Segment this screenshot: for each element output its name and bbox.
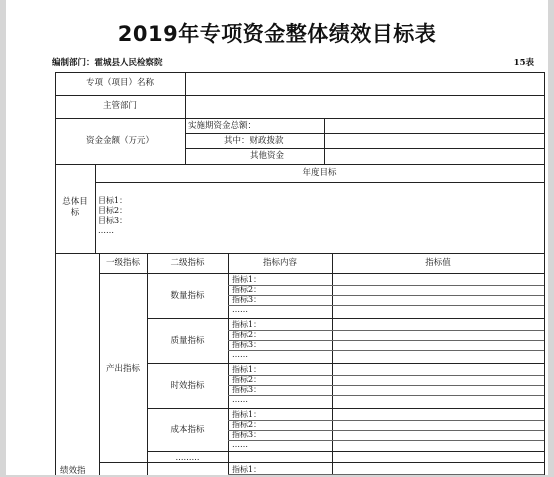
timeliness-indicator-label: 时效指标 [170,381,205,391]
next-indicator-item: 指标1： [232,465,262,474]
indicator-item: 指标2： [232,420,262,429]
col-header-value: 指标值 [425,258,451,268]
item-divider [228,340,544,341]
page-title: 2019年专项资金整体绩效目标表 [117,22,437,46]
table-top-border [55,72,545,73]
row-divider [185,133,544,134]
funds-other-label: 其他资金 [250,151,285,161]
item-divider [228,305,544,306]
row-divider [55,253,545,254]
row-divider [55,164,545,165]
goal-item: 目标3： [98,216,128,225]
overall-goal-label-line2: 标 [70,208,80,218]
col-header-content: 指标内容 [262,258,297,268]
indicator-item: 指标1： [232,365,262,374]
indicator-item: 指标3： [232,295,262,304]
item-divider [228,285,544,286]
indicator-item: 指标2： [232,375,262,384]
group-divider [147,318,544,319]
item-divider [228,420,544,421]
quantity-indicator-label: 数量指标 [170,291,205,301]
item-divider [228,430,544,431]
item-divider [228,295,544,296]
cost-indicator-label: 成本指标 [170,425,205,435]
department-label: 编制部门：霍城县人民检察院 [52,58,163,68]
authority-label: 主管部门 [102,101,137,111]
item-divider [228,385,544,386]
row-divider [99,273,544,274]
group-divider [147,408,544,409]
col-header-level2: 二级指标 [170,258,205,268]
funds-total-label: 实施期资金总额： [188,121,257,131]
indicator-item: 指标3： [232,340,262,349]
content-column-divider [332,253,333,475]
indicator-item: 指标2： [232,330,262,339]
funds-column-divider [324,118,325,164]
row-divider [55,95,545,96]
indicator-item: 指标1： [232,275,262,284]
row-divider [55,118,545,119]
extra-dots: ……… [175,453,200,462]
goal-item: …… [98,226,114,235]
quality-indicator-label: 质量指标 [170,336,205,346]
col-header-level1: 一级指标 [105,258,140,268]
performance-indicator-label: 绩效指 [60,466,86,476]
table-left-border [55,72,56,475]
annual-goal-list [98,196,127,236]
overall-goal-label [55,197,95,219]
output-indicator-label: 产出指标 [105,364,140,374]
row-divider [185,148,544,149]
item-divider [228,395,544,396]
indicator-item: 指标1： [232,410,262,419]
item-divider [228,440,544,441]
table-number: 15表 [513,58,534,68]
annual-goal-header: 年度目标 [302,168,337,178]
level2-column-divider [228,253,229,475]
group-divider [147,451,544,452]
funds-amount-label: 资金金额（万元） [85,136,154,146]
row-divider [95,182,544,183]
indicator-item: …… [232,395,248,404]
group-divider [147,363,544,364]
goal-item: 目标2： [98,206,128,215]
section-divider [99,462,544,463]
indicator-item: …… [232,440,248,449]
table-right-border [544,72,545,475]
indicator-item: 指标2： [232,285,262,294]
indicator-item: …… [232,305,248,314]
indicator-item: 指标1： [232,320,262,329]
overall-goal-label-line1: 总体目 [62,197,88,207]
indicator-item: …… [232,350,248,359]
indicator-item: 指标3： [232,385,262,394]
item-divider [228,350,544,351]
funds-fiscal-label: 其中：财政拨款 [224,136,284,146]
item-divider [228,330,544,331]
goal-item: 目标1： [98,196,128,205]
item-divider [228,375,544,376]
document-sheet [6,0,548,475]
project-name-label: 专项（项目）名称 [85,78,154,88]
level1-column-divider [147,253,148,475]
label-column-divider [185,72,186,164]
indicator-item: 指标3： [232,430,262,439]
